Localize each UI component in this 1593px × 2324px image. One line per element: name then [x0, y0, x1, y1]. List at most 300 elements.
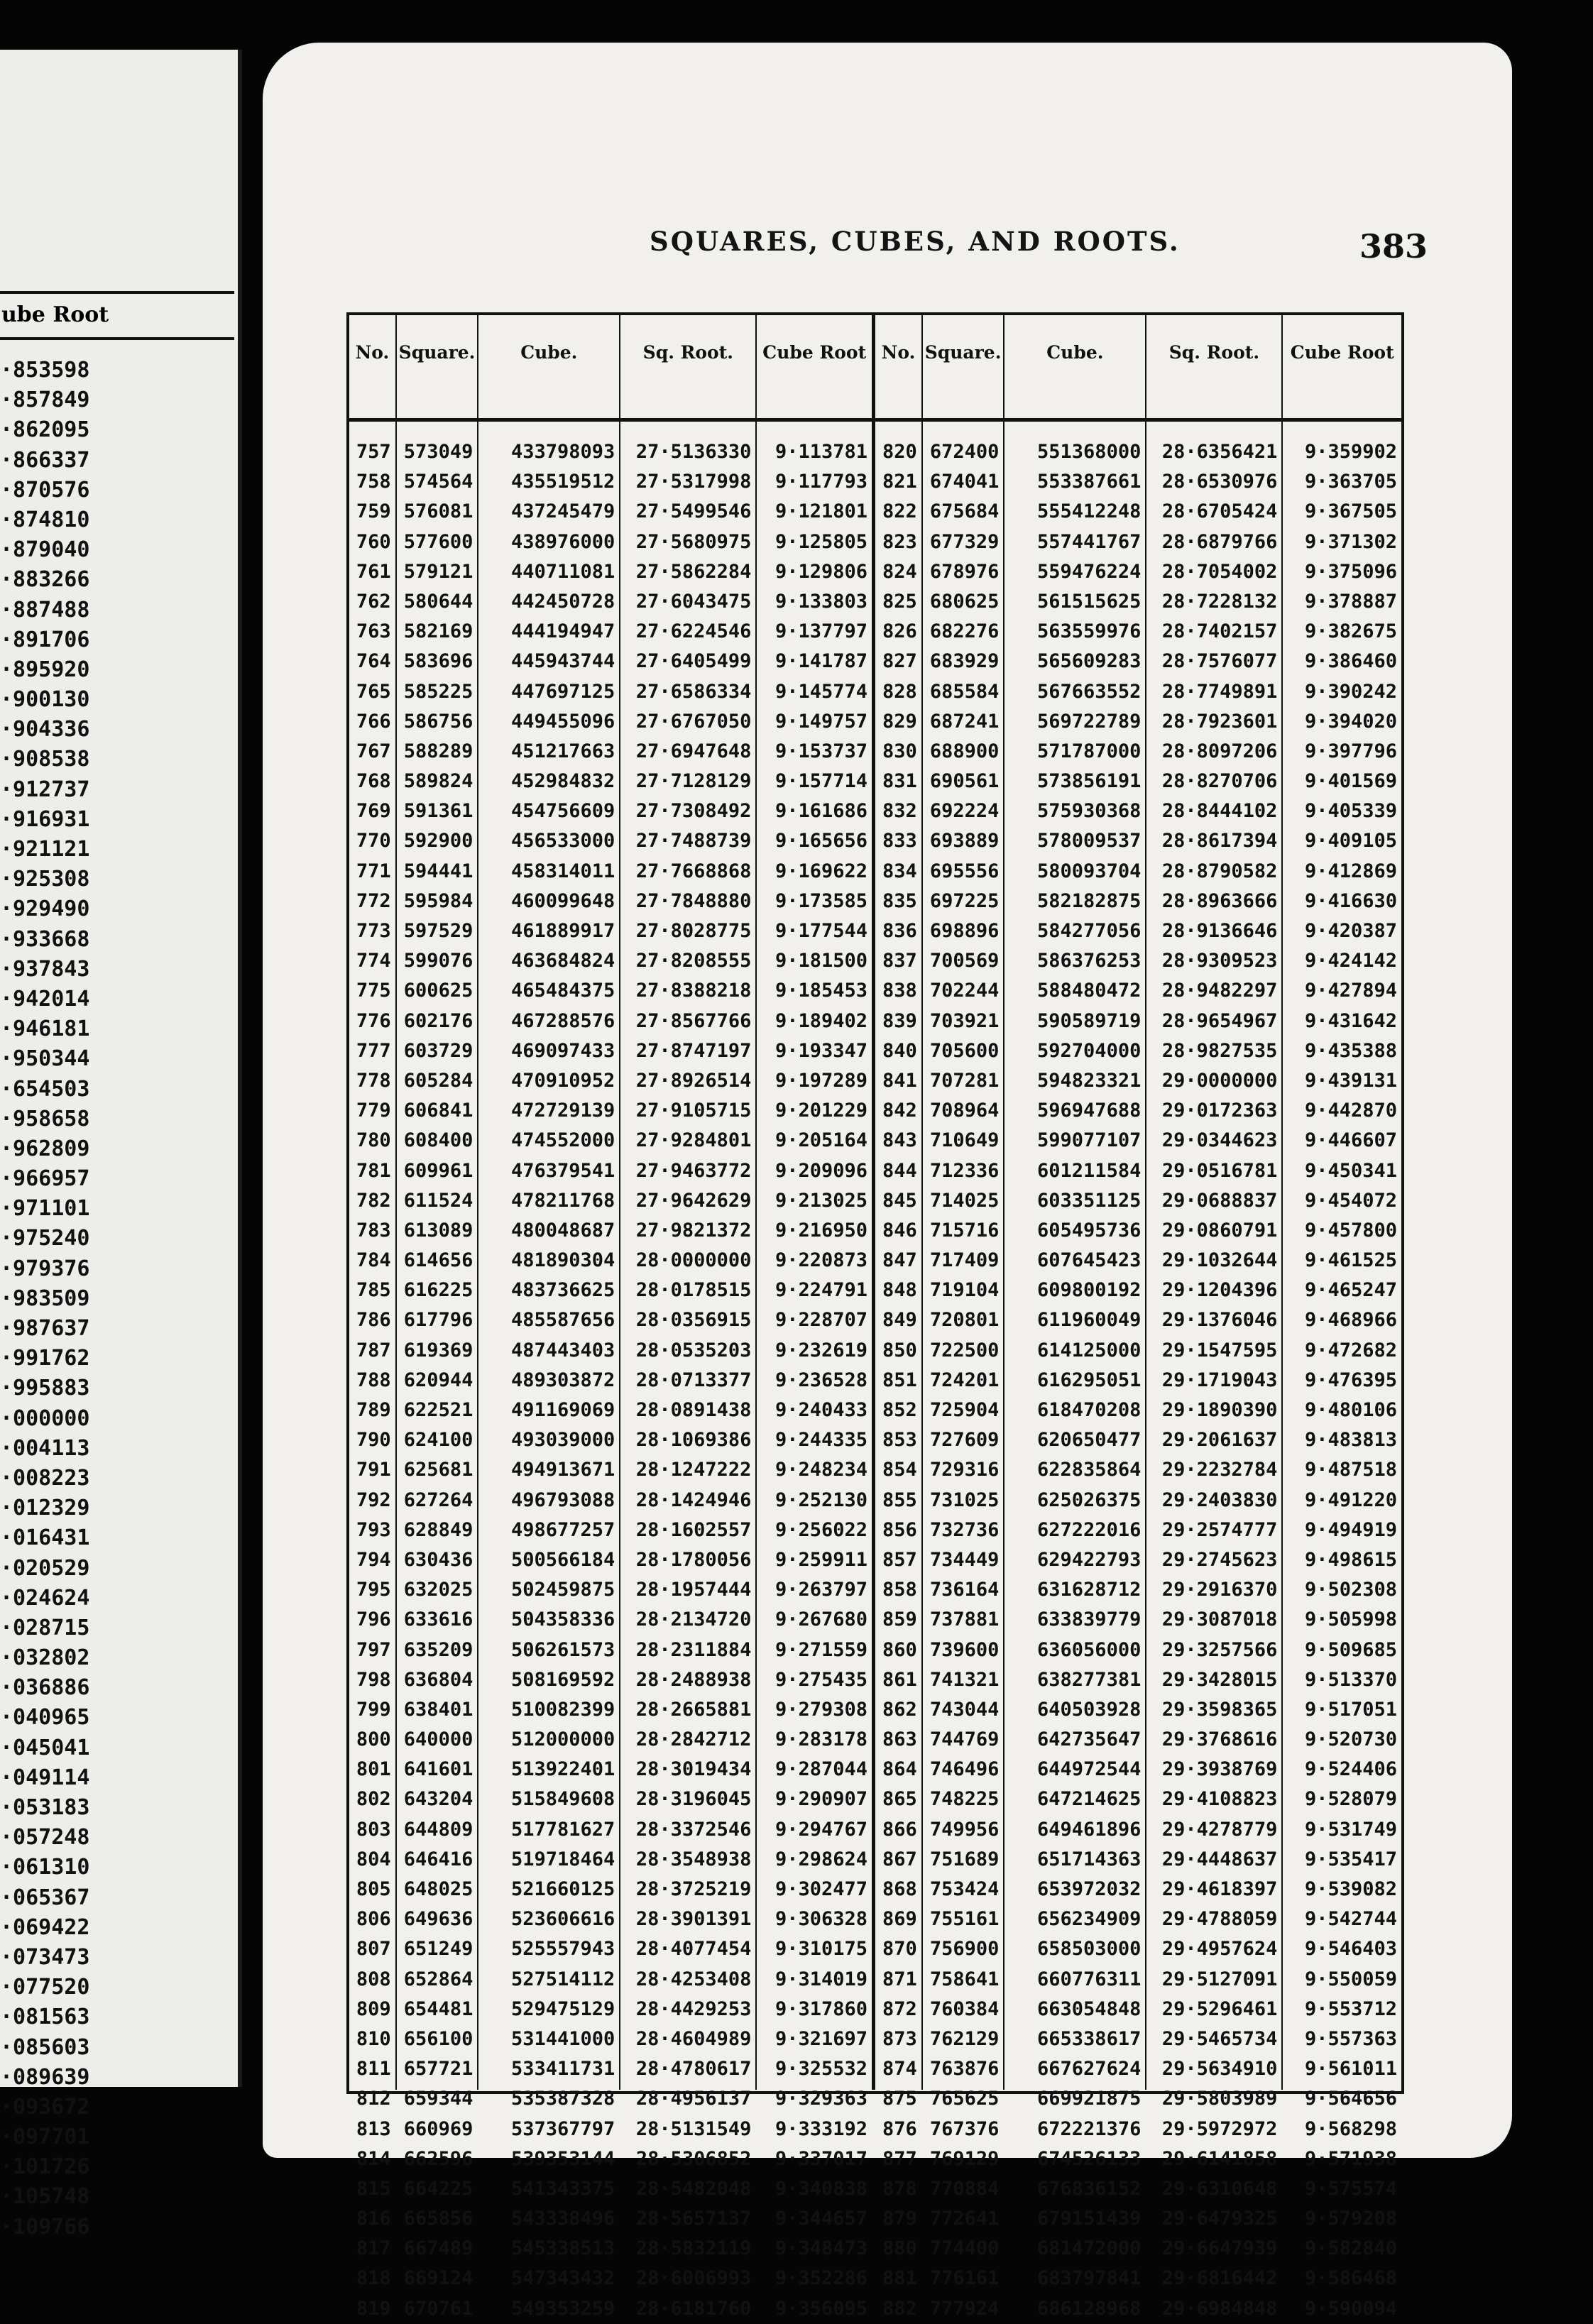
table-cell: 871 [882, 1968, 917, 1990]
table-cell: ·069422 [0, 1914, 90, 1940]
table-cell: 545338513 [510, 2237, 615, 2260]
table-cell: 29·5296461 [1161, 1997, 1278, 2020]
table-cell: 9·181500 [775, 950, 868, 972]
table-cell: ·921121 [0, 837, 90, 862]
table-cell: 525557943 [510, 1938, 615, 1961]
table-cell: 29·1204396 [1161, 1279, 1278, 1302]
table-cell: 9·236528 [775, 1369, 868, 1391]
table-cell: 9·375096 [1304, 560, 1398, 583]
table-cell: 821 [882, 471, 917, 493]
table-cell: ·024624 [0, 1585, 90, 1611]
table-cell: 788 [356, 1369, 391, 1391]
table-cell: 9·416630 [1304, 889, 1398, 912]
table-cell: 28·8617394 [1161, 830, 1278, 853]
table-cell: 9·153737 [775, 740, 868, 762]
table-cell: 9·454072 [1304, 1189, 1398, 1212]
table-cell: 672221376 [1037, 2117, 1142, 2140]
table-cell: 27·9105715 [635, 1100, 752, 1122]
table-cell: 27·7488739 [635, 830, 752, 853]
table-cell: 460099648 [510, 889, 615, 912]
table-cell: 523606616 [510, 1908, 615, 1931]
table-cell: 27·5499546 [635, 500, 752, 523]
table-cell: 746496 [929, 1758, 1000, 1781]
table-cell: 703921 [929, 1009, 1000, 1032]
table-cell: ·028715 [0, 1615, 90, 1640]
table-cell: 672400 [929, 441, 1000, 463]
table-cell: 28·0891438 [635, 1399, 752, 1421]
table-cell: ·000000 [0, 1405, 90, 1431]
table-cell: 9·590094 [1304, 2297, 1398, 2320]
table-cell: 676836152 [1037, 2177, 1142, 2200]
table-cell: 868 [882, 1878, 917, 1900]
table-cell: 848 [882, 1279, 917, 1302]
table-cell: 839 [882, 1009, 917, 1032]
table-cell: 27·7308492 [635, 800, 752, 823]
table-cell: 770884 [929, 2177, 1000, 2200]
table-cell: 601211584 [1037, 1159, 1142, 1182]
table-cell: ·862095 [0, 417, 90, 443]
table-cell: 9·133803 [775, 590, 868, 613]
table-cell: 29·4788059 [1161, 1908, 1278, 1931]
table-cell: 712336 [929, 1159, 1000, 1182]
table-cell: 9·125805 [775, 530, 868, 553]
table-cell: 9·348473 [775, 2237, 868, 2260]
table-cell: 573856191 [1037, 770, 1142, 793]
table-cell: 832 [882, 800, 917, 823]
col-cube-root-left [757, 422, 875, 2320]
table-cell: ·053183 [0, 1795, 90, 1820]
table-cell: 504358336 [510, 1608, 615, 1631]
table-cell: ·089639 [0, 2064, 90, 2090]
table-cell: 567663552 [1037, 680, 1142, 703]
table-cell: 9·520730 [1304, 1728, 1398, 1751]
table-cell: 842 [882, 1100, 917, 1122]
table-cell: 9·189402 [775, 1009, 868, 1032]
table-cell: 29·1890390 [1161, 1399, 1278, 1421]
table-cell: 29·3428015 [1161, 1668, 1278, 1691]
table-cell: 588289 [403, 740, 473, 762]
table-cell: 822 [882, 500, 917, 523]
table-cell: ·857849 [0, 388, 90, 413]
table-cell: 29·2403830 [1161, 1489, 1278, 1511]
table-cell: 599077107 [1037, 1129, 1142, 1152]
table-cell: 882 [882, 2297, 917, 2320]
table-cell: 784 [356, 1249, 391, 1272]
table-cell: 765 [356, 680, 391, 703]
table-cell: 644972544 [1037, 1758, 1142, 1781]
table-cell: ·946181 [0, 1016, 90, 1042]
table-cell: 9·177544 [775, 920, 868, 942]
table-cell: 798 [356, 1668, 391, 1691]
table-cell: 28·0356915 [635, 1309, 752, 1332]
table-cell: 702244 [929, 980, 1000, 1002]
table-cell: 808 [356, 1968, 391, 1990]
table-cell: 28·0178515 [635, 1279, 752, 1302]
table-cell: 765625 [929, 2088, 1000, 2110]
col-square-right [923, 422, 1005, 2320]
table-cell: 29·3257566 [1161, 1638, 1278, 1661]
table-cell: ·883266 [0, 567, 90, 593]
table-cell: ·929490 [0, 897, 90, 922]
table-cell: 804 [356, 1848, 391, 1870]
table-cell: 774 [356, 950, 391, 972]
table-cell: ·853598 [0, 358, 90, 383]
table-cell: 29·6310648 [1161, 2177, 1278, 2200]
table-cell: 611524 [403, 1189, 473, 1212]
table-cell: 831 [882, 770, 917, 793]
table-cell: 9·209096 [775, 1159, 868, 1182]
table-cell: 489303872 [510, 1369, 615, 1391]
table-cell: 739600 [929, 1638, 1000, 1661]
table-cell: 27·7848880 [635, 889, 752, 912]
table-cell: 9·409105 [1304, 830, 1398, 853]
table-cell: 27·7668868 [635, 860, 752, 882]
table-cell: 9·321697 [775, 2027, 868, 2050]
table-cell: 27·6043475 [635, 590, 752, 613]
table-cell: 764 [356, 650, 391, 673]
table-cell: 28·8790582 [1161, 860, 1278, 882]
table-cell: ·654503 [0, 1076, 90, 1102]
table-cell: 845 [882, 1189, 917, 1212]
table-cell: 28·0535203 [635, 1339, 752, 1361]
table-cell: 638401 [403, 1698, 473, 1721]
table-cell: 29·1376046 [1161, 1309, 1278, 1332]
table-cell: 830 [882, 740, 917, 762]
table-cell: 829 [882, 710, 917, 733]
table-cell: 708964 [929, 1100, 1000, 1122]
table-cell: 461889917 [510, 920, 615, 942]
table-cell: 722500 [929, 1339, 1000, 1361]
table-cell: 872 [882, 1997, 917, 2020]
table-cell: 28·7923601 [1161, 710, 1278, 733]
table-cell: 9·352286 [775, 2267, 868, 2290]
table-cell: ·008223 [0, 1465, 90, 1491]
table-cell: 807 [356, 1938, 391, 1961]
left-cube-root-column [0, 291, 234, 2242]
header-no-2: No. [875, 315, 923, 418]
table-cell: 760 [356, 530, 391, 553]
table-cell: 9·329363 [775, 2088, 868, 2110]
table-cell: 618470208 [1037, 1399, 1142, 1421]
table-cell: 527514112 [510, 1968, 615, 1990]
table-cell: 796 [356, 1608, 391, 1631]
table-cell: 859 [882, 1608, 917, 1631]
table-cell: 9·442870 [1304, 1100, 1398, 1122]
table-cell: 755161 [929, 1908, 1000, 1931]
col-cube-root-right [1283, 422, 1401, 2320]
table-cell: 690561 [929, 770, 1000, 793]
table-cell: 633839779 [1037, 1608, 1142, 1631]
table-cell: 28·9309523 [1161, 950, 1278, 972]
table-cell: ·971101 [0, 1196, 90, 1222]
table-cell: 605495736 [1037, 1219, 1142, 1242]
table-cell: 695556 [929, 860, 1000, 882]
table-cell: 818 [356, 2267, 391, 2290]
table-cell: 9·446607 [1304, 1129, 1398, 1152]
table-cell: 537367797 [510, 2117, 615, 2140]
table-cell: 512000000 [510, 1728, 615, 1751]
table-cell: 622521 [403, 1399, 473, 1421]
table-cell: 734449 [929, 1548, 1000, 1571]
table-cell: 447697125 [510, 680, 615, 703]
table-cell: 636056000 [1037, 1638, 1142, 1661]
table-cell: 29·4108823 [1161, 1788, 1278, 1811]
table-cell: 442450728 [510, 590, 615, 613]
table-cell: 762 [356, 590, 391, 613]
table-cell: 9·224791 [775, 1279, 868, 1302]
table-cell: ·049114 [0, 1765, 90, 1790]
table-cell: 28·6356421 [1161, 441, 1278, 463]
table-cell: 769129 [929, 2147, 1000, 2170]
table-cell: 565609283 [1037, 650, 1142, 673]
table-cell: 573049 [403, 441, 473, 463]
table-cell: 837 [882, 950, 917, 972]
table-cell: 29·1719043 [1161, 1369, 1278, 1391]
table-cell: ·925308 [0, 867, 90, 892]
table-cell: 577600 [403, 530, 473, 553]
table-cell: 28·9482297 [1161, 980, 1278, 1002]
table-cell: 855 [882, 1489, 917, 1511]
table-cell: 688900 [929, 740, 1000, 762]
table-cell: 9·557363 [1304, 2027, 1398, 2050]
table-cell: ·032802 [0, 1645, 90, 1671]
table-cell: 9·480106 [1304, 1399, 1398, 1421]
table-cell: 794 [356, 1548, 391, 1571]
table-cell: 438976000 [510, 530, 615, 553]
table-cell: 649461896 [1037, 1818, 1142, 1841]
table-cell: 9·420387 [1304, 920, 1398, 942]
table-cell: 463684824 [510, 950, 615, 972]
table-cell: 9·524406 [1304, 1758, 1398, 1781]
table-cell: 9·259911 [775, 1548, 868, 1571]
table-cell: 801 [356, 1758, 391, 1781]
table-cell: 710649 [929, 1129, 1000, 1152]
table-cell: 635209 [403, 1638, 473, 1661]
table-cell: 638277381 [1037, 1668, 1142, 1691]
table-cell: 838 [882, 980, 917, 1002]
table-cell: 797 [356, 1638, 391, 1661]
table-cell: 9·197289 [775, 1069, 868, 1092]
table-cell: 817 [356, 2237, 391, 2260]
table-cell: 500566184 [510, 1548, 615, 1571]
table-cell: 881 [882, 2267, 917, 2290]
header-no: No. [349, 315, 397, 418]
table-cell: 744769 [929, 1728, 1000, 1751]
table-cell: 28·3725219 [635, 1878, 752, 1900]
header-cube-2: Cube. [1004, 315, 1146, 418]
table-cell: 28·8270706 [1161, 770, 1278, 793]
table-cell: 28·3548938 [635, 1848, 752, 1870]
table-cell: 579121 [403, 560, 473, 583]
table-cell: 625026375 [1037, 1489, 1142, 1511]
table-cell: 9·113781 [775, 441, 868, 463]
table-cell: 458314011 [510, 860, 615, 882]
table-cell: 609800192 [1037, 1279, 1142, 1302]
table-cell: 9·145774 [775, 680, 868, 703]
table-cell: 795 [356, 1579, 391, 1601]
table-cell: ·081563 [0, 2005, 90, 2030]
table-cell: 9·582840 [1304, 2237, 1398, 2260]
table-cell: 767376 [929, 2117, 1000, 2140]
table-cell: 29·2232784 [1161, 1459, 1278, 1481]
table-cell: 9·561011 [1304, 2058, 1398, 2081]
table-cell: 29·0172363 [1161, 1100, 1278, 1122]
table-cell: 9·298624 [775, 1848, 868, 1870]
table-cell: 9·431642 [1304, 1009, 1398, 1032]
table-cell: 682276 [929, 620, 1000, 643]
table-cell: 28·9827535 [1161, 1039, 1278, 1062]
table-cell: ·975240 [0, 1226, 90, 1251]
table-cell: 9·240433 [775, 1399, 868, 1421]
table-cell: 28·1780056 [635, 1548, 752, 1571]
table-cell: 770 [356, 830, 391, 853]
table-cell: 27·8567766 [635, 1009, 752, 1032]
table-cell: 27·6405499 [635, 650, 752, 673]
table-cell: 825 [882, 590, 917, 613]
table-cell: 648025 [403, 1878, 473, 1900]
table-cell: 9·205164 [775, 1129, 868, 1152]
table-cell: 607645423 [1037, 1249, 1142, 1272]
table-cell: 803 [356, 1818, 391, 1841]
table-cell: 766 [356, 710, 391, 733]
table-cell: 603351125 [1037, 1189, 1142, 1212]
table-cell: 9·505998 [1304, 1608, 1398, 1631]
table-cell: ·061310 [0, 1855, 90, 1880]
table-cell: 452984832 [510, 770, 615, 793]
table-cell: 9·356095 [775, 2297, 868, 2320]
table-cell: 27·5862284 [635, 560, 752, 583]
table-body [349, 422, 1401, 2320]
table-cell: 789 [356, 1399, 391, 1421]
table-cell: 465484375 [510, 980, 615, 1002]
table-cell: 521660125 [510, 1878, 615, 1900]
table-cell: 9·468966 [1304, 1309, 1398, 1332]
table-cell: 658503000 [1037, 1938, 1142, 1961]
table-cell: 9·173585 [775, 889, 868, 912]
table-cell: 557441767 [1037, 530, 1142, 553]
table-cell: 9·494919 [1304, 1518, 1398, 1541]
table-cell: 631628712 [1037, 1579, 1142, 1601]
table-cell: 481890304 [510, 1249, 615, 1272]
table-cell: 9·568298 [1304, 2117, 1398, 2140]
table-cell: 9·271559 [775, 1638, 868, 1661]
table-cell: 508169592 [510, 1668, 615, 1691]
table-cell: 28·6705424 [1161, 500, 1278, 523]
table-cell: 9·394020 [1304, 710, 1398, 733]
table-cell: 27·5680975 [635, 530, 752, 553]
table-cell: 9·290907 [775, 1788, 868, 1811]
table-cell: 28·6879766 [1161, 530, 1278, 553]
table-cell: 844 [882, 1159, 917, 1182]
table-cell: 793 [356, 1518, 391, 1541]
table-cell: 483736625 [510, 1279, 615, 1302]
table-cell: 582169 [403, 620, 473, 643]
table-cell: 815 [356, 2177, 391, 2200]
table-cell: 779 [356, 1100, 391, 1122]
table-header [349, 315, 1401, 422]
header-sq-root: Sq. Root. [620, 315, 757, 418]
table-cell: 654481 [403, 1997, 473, 2020]
table-cell: 588480472 [1037, 980, 1142, 1002]
table-cell: 29·0000000 [1161, 1069, 1278, 1092]
table-cell: ·040965 [0, 1705, 90, 1731]
header-cube-root: Cube Root [757, 315, 875, 418]
table-cell: ·891706 [0, 627, 90, 652]
table-cell: 28·2665881 [635, 1698, 752, 1721]
table-cell: 597529 [403, 920, 473, 942]
table-cell: 467288576 [510, 1009, 615, 1032]
table-cell: 683797841 [1037, 2267, 1142, 2290]
table-cell: 539353144 [510, 2147, 615, 2170]
table-cell: 9·509685 [1304, 1638, 1398, 1661]
table-cell: 29·2745623 [1161, 1548, 1278, 1571]
table-cell: 719104 [929, 1279, 1000, 1302]
table-cell: 679151439 [1037, 2208, 1142, 2230]
table-cell: 9·553712 [1304, 1997, 1398, 2020]
table-cell: 874 [882, 2058, 917, 2081]
table-cell: 851 [882, 1369, 917, 1391]
table-cell: 9·465247 [1304, 1279, 1398, 1302]
table-cell: 551368000 [1037, 441, 1142, 463]
table-cell: 580644 [403, 590, 473, 613]
table-cell: 547343432 [510, 2267, 615, 2290]
table-cell: 9·201229 [775, 1100, 868, 1122]
table-cell: 777924 [929, 2297, 1000, 2320]
table-cell: ·916931 [0, 806, 90, 832]
table-cell: 583696 [403, 650, 473, 673]
squares-cubes-roots-table [346, 312, 1404, 2320]
table-cell: 29·0344623 [1161, 1129, 1278, 1152]
table-cell: 660776311 [1037, 1968, 1142, 1990]
table-cell: 656234909 [1037, 1908, 1142, 1931]
table-cell: 657721 [403, 2058, 473, 2081]
table-cell: 28·5131549 [635, 2117, 752, 2140]
table-cell: 9·248234 [775, 1459, 868, 1481]
table-cell: 667627624 [1037, 2058, 1142, 2081]
table-cell: 835 [882, 889, 917, 912]
table-cell: 826 [882, 620, 917, 643]
table-cell: 757 [356, 441, 391, 463]
table-cell: 569722789 [1037, 710, 1142, 733]
table-cell: 29·4278779 [1161, 1818, 1278, 1841]
table-cell: 836 [882, 920, 917, 942]
table-cell: 28·1247222 [635, 1459, 752, 1481]
table-cell: 535387328 [510, 2088, 615, 2110]
table-cell: 774400 [929, 2237, 1000, 2260]
table-cell: 878 [882, 2177, 917, 2200]
table-cell: 9·317860 [775, 1997, 868, 2020]
table-cell: 28·7576077 [1161, 650, 1278, 673]
table-cell: 649636 [403, 1908, 473, 1931]
table-cell: 9·575574 [1304, 2177, 1398, 2200]
table-cell: 628849 [403, 1518, 473, 1541]
table-cell: 678976 [929, 560, 1000, 583]
table-cell: 812 [356, 2088, 391, 2110]
table-cell: 29·5972972 [1161, 2117, 1278, 2140]
table-cell: 9·232619 [775, 1339, 868, 1361]
table-cell: 827 [882, 650, 917, 673]
table-cell: 633616 [403, 1608, 473, 1631]
table-cell: 664225 [403, 2177, 473, 2200]
table-cell: 813 [356, 2117, 391, 2140]
table-cell: 879 [882, 2208, 917, 2230]
left-column-values [0, 340, 234, 2242]
table-cell: 9·333192 [775, 2117, 868, 2140]
table-cell: 669921875 [1037, 2088, 1142, 2110]
table-cell: 29·5803989 [1161, 2088, 1278, 2110]
table-cell: 705600 [929, 1039, 1000, 1062]
table-cell: 644809 [403, 1818, 473, 1841]
